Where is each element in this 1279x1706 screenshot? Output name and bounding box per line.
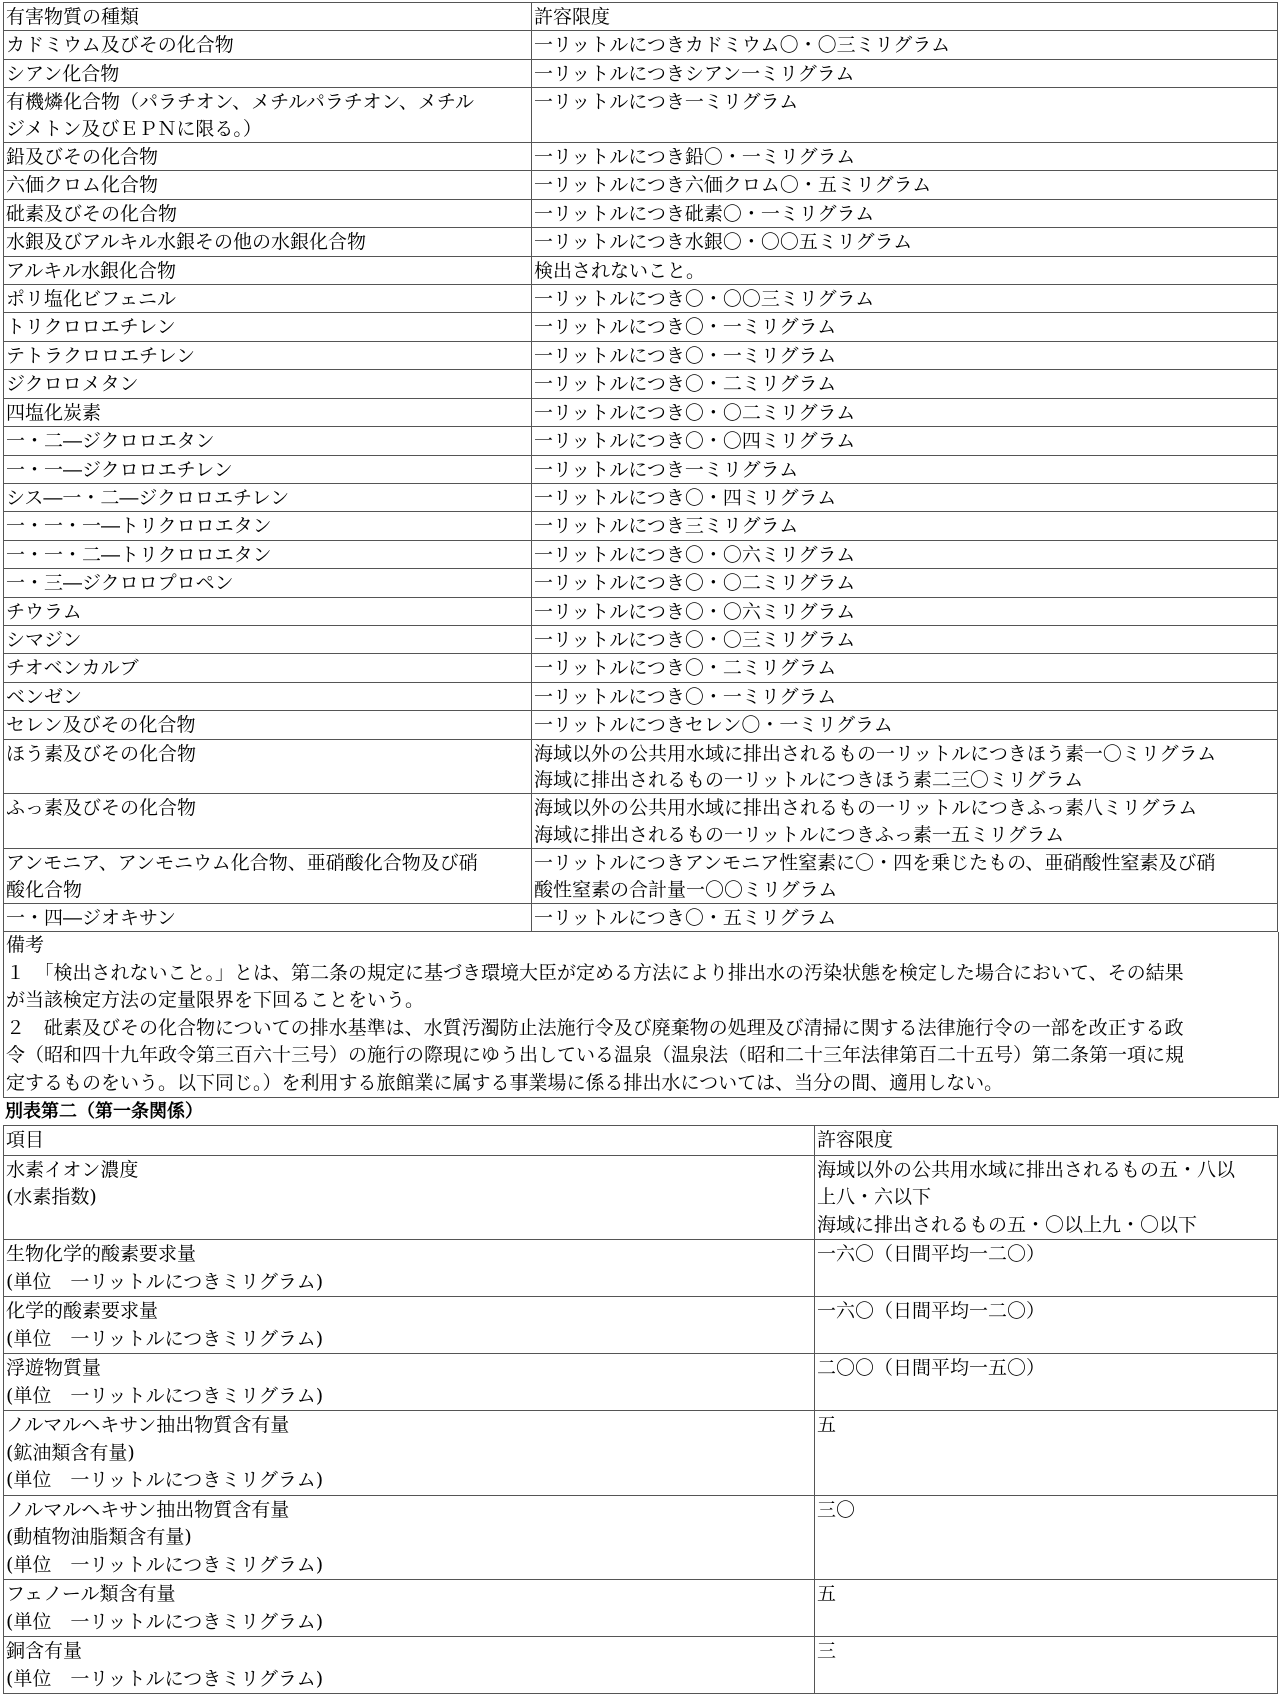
cell-line: ほう素及びその化合物	[6, 742, 197, 765]
cell-line: 一リットルにつき〇・二ミリグラム	[534, 657, 837, 680]
cell-line: 一リットルにつき〇・二ミリグラム	[534, 373, 837, 396]
header-item: 項目	[4, 1126, 815, 1156]
cell-line: 一リットルにつきシアン一ミリグラム	[534, 62, 855, 85]
table-header-row	[4, 1126, 1278, 1156]
remarks-section	[3, 932, 1279, 1098]
remarks-line: １ 「検出されないこと。」とは、第二条の規定に基づき環境大臣が定める方法により排出水の汚染状態を検定した場合において、その結果	[6, 961, 1184, 984]
limit-cell	[532, 370, 1278, 398]
limit-cell	[532, 171, 1278, 199]
limit-cell	[532, 540, 1278, 568]
table-row	[4, 171, 1278, 199]
limit-cell	[532, 512, 1278, 540]
item-cell	[4, 1354, 815, 1411]
cell-line: 海域に排出されるもの一リットルにつきふっ素一五ミリグラム	[534, 823, 1065, 846]
substance-cell	[4, 88, 532, 143]
limit-cell	[815, 1580, 1278, 1637]
table-row	[4, 739, 1278, 794]
item-cell	[4, 1240, 815, 1297]
cell-line: 一・四―ジオキサン	[6, 907, 177, 929]
substance-cell	[4, 682, 532, 710]
table-row	[4, 1297, 1278, 1354]
cell-line: 四塩化炭素	[6, 401, 102, 424]
limit-cell	[532, 143, 1278, 171]
item-cell	[4, 1637, 815, 1694]
item-cell	[4, 1580, 815, 1637]
substance-cell	[4, 427, 532, 455]
cell-line: 一リットルにつき〇・一ミリグラム	[534, 316, 837, 339]
cell-line: 水銀及びアルキル水銀その他の水銀化合物	[6, 231, 367, 254]
cell-line: 二〇〇（日間平均一五〇）	[817, 1357, 1046, 1380]
cell-line: 一リットルにつき〇・〇二ミリグラム	[534, 572, 856, 595]
item-cell	[4, 1411, 815, 1496]
cell-line: 一リットルにつき一ミリグラム	[534, 91, 799, 114]
cell-line: 砒素及びその化合物	[6, 202, 178, 225]
limit-cell	[532, 682, 1278, 710]
header-substance: 有害物質の種類	[4, 3, 532, 31]
item-cell	[4, 1155, 815, 1240]
cell-line: 浮遊物質量	[6, 1357, 102, 1380]
cell-line: ジメトン及びＥＰＮに限る。）	[6, 117, 262, 140]
limit-cell	[532, 597, 1278, 625]
cell-line: フェノール類含有量	[6, 1583, 176, 1606]
substance-cell	[4, 313, 532, 341]
substance-cell	[4, 569, 532, 597]
cell-line: 一・二―ジクロロエタン	[6, 430, 215, 453]
substance-cell	[4, 199, 532, 227]
remarks-line: 令（昭和四十九年政令第三百六十三号）の施行の際現にゆう出している温泉（温泉法（昭和二十三年法律第百二十五号）第二条第一項に規	[6, 1044, 1185, 1067]
cell-line: 一リットルにつき〇・五ミリグラム	[534, 907, 837, 929]
table-row	[4, 370, 1278, 398]
table-row	[4, 849, 1278, 904]
table-row	[4, 31, 1278, 59]
cell-line: 一リットルにつき〇・四ミリグラム	[534, 486, 837, 509]
cell-line: 銅含有量	[6, 1640, 83, 1663]
cell-line: 一・一・一―トリクロロエタン	[6, 515, 272, 538]
header-limit: 許容限度	[532, 3, 1278, 31]
substance-cell	[4, 143, 532, 171]
substance-cell	[4, 739, 532, 794]
cell-line: 一リットルにつきアンモニア性窒素に〇・四を乗じたもの、亜硝酸性窒素及び硝	[534, 852, 1216, 875]
cell-line: 一リットルにつきセレン〇・一ミリグラム	[534, 714, 893, 737]
cell-line: 化学的酸素要求量	[6, 1300, 159, 1323]
limit-cell	[532, 794, 1278, 849]
cell-line: 海域に排出されるもの一リットルにつきほう素二三〇ミリグラム	[534, 768, 1084, 791]
cell-line: 海域以外の公共用水域に排出されるもの一リットルにつきふっ素八ミリグラム	[534, 797, 1198, 820]
cell-line: 一リットルにつき水銀〇・〇〇五ミリグラム	[534, 231, 913, 254]
substance-cell	[4, 59, 532, 87]
cell-line: シス―一・二―ジクロロエチレン	[6, 486, 290, 509]
cell-line: 一・一・二―トリクロロエタン	[6, 543, 272, 566]
cell-line: 一リットルにつき〇・一ミリグラム	[534, 685, 837, 708]
table-row	[4, 88, 1278, 143]
limit-cell	[815, 1297, 1278, 1354]
table-row	[4, 1580, 1278, 1637]
cell-line: (単位 一リットルにつきミリグラム)	[6, 1384, 324, 1407]
cell-line: 海域に排出されるもの五・〇以上九・〇以下	[817, 1213, 1198, 1236]
substance-cell	[4, 849, 532, 904]
cell-line: 生物化学的酸素要求量	[6, 1243, 197, 1266]
limit-cell	[532, 59, 1278, 87]
table-row	[4, 313, 1278, 341]
cell-line: ノルマルヘキサン抽出物質含有量	[6, 1414, 290, 1437]
cell-line: トリクロロエチレン	[6, 316, 176, 339]
table-row	[4, 512, 1278, 540]
substance-cell	[4, 256, 532, 284]
cell-line: ノルマルヘキサン抽出物質含有量	[6, 1498, 290, 1521]
substance-cell	[4, 540, 532, 568]
limit-cell	[532, 625, 1278, 653]
cell-line: アルキル水銀化合物	[6, 259, 177, 282]
cell-line: 検出されないこと。	[534, 259, 706, 282]
substance-cell	[4, 904, 532, 932]
limit-cell	[815, 1637, 1278, 1694]
cell-line: (単位 一リットルにつきミリグラム)	[6, 1610, 324, 1633]
limit-cell	[532, 569, 1278, 597]
substance-cell	[4, 794, 532, 849]
cell-line: 一リットルにつき〇・〇六ミリグラム	[534, 543, 856, 566]
limit-cell	[532, 711, 1278, 739]
cell-line: 海域以外の公共用水域に排出されるもの一リットルにつきほう素一〇ミリグラム	[534, 742, 1217, 765]
table-row	[4, 59, 1278, 87]
cell-line: 酸性窒素の合計量一〇〇ミリグラム	[534, 878, 838, 901]
limit-cell	[532, 256, 1278, 284]
water-quality-items-table	[3, 1125, 1278, 1694]
appendix-2-title: 別表第二（第一条関係）	[5, 1101, 203, 1123]
limit-cell	[532, 739, 1278, 794]
substance-cell	[4, 483, 532, 511]
limit-cell	[532, 849, 1278, 904]
cell-line: 一リットルにつき〇・〇四ミリグラム	[534, 430, 856, 453]
cell-line: 一リットルにつき砒素〇・一ミリグラム	[534, 202, 875, 225]
table-row	[4, 569, 1278, 597]
cell-line: テトラクロロエチレン	[6, 344, 196, 367]
cell-line: 一リットルにつき〇・〇二ミリグラム	[534, 401, 856, 424]
limit-cell	[532, 654, 1278, 682]
cell-line: (水素指数)	[6, 1186, 97, 1209]
substance-cell	[4, 625, 532, 653]
cell-line: シアン化合物	[6, 62, 120, 85]
cell-line: (鉱油類含有量)	[6, 1441, 135, 1464]
limit-cell	[532, 31, 1278, 59]
cell-line: (動植物油脂類含有量)	[6, 1526, 192, 1549]
remarks-line: が当該検定方法の定量限界を下回ることをいう。	[6, 989, 425, 1012]
cell-line: ジクロロメタン	[6, 373, 139, 396]
substance-cell	[4, 654, 532, 682]
limit-cell	[532, 455, 1278, 483]
table-row	[4, 199, 1278, 227]
cell-line: (単位 一リットルにつきミリグラム)	[6, 1469, 324, 1492]
substance-cell	[4, 711, 532, 739]
table-header-row	[4, 3, 1278, 31]
cell-line: ポリ塩化ビフェニル	[6, 288, 177, 311]
cell-line: (単位 一リットルにつきミリグラム)	[6, 1553, 324, 1576]
hazardous-substances-table	[3, 2, 1278, 932]
cell-line: 酸化合物	[6, 878, 83, 901]
cell-line: 一リットルにつき六価クロム〇・五ミリグラム	[534, 174, 932, 197]
cell-line: カドミウム及びその化合物	[6, 34, 234, 57]
cell-line: 六価クロム化合物	[6, 174, 159, 197]
cell-line: 三〇	[817, 1498, 856, 1521]
limit-cell	[532, 199, 1278, 227]
table-row	[4, 427, 1278, 455]
cell-line: セレン及びその化合物	[6, 714, 196, 737]
cell-line: ベンゼン	[6, 685, 83, 708]
cell-line: (単位 一リットルにつきミリグラム)	[6, 1327, 324, 1350]
cell-line: 一リットルにつき〇・一ミリグラム	[534, 344, 837, 367]
substance-cell	[4, 285, 532, 313]
table-row	[4, 1495, 1278, 1580]
item-cell	[4, 1495, 815, 1580]
cell-line: 一六〇（日間平均一二〇）	[817, 1300, 1046, 1323]
cell-line: 一リットルにつき三ミリグラム	[534, 515, 799, 538]
cell-line: 一リットルにつき〇・〇三ミリグラム	[534, 628, 856, 651]
table-row	[4, 341, 1278, 369]
cell-line: 上八・六以下	[817, 1186, 932, 1209]
cell-line: 鉛及びその化合物	[6, 146, 159, 169]
table-row	[4, 143, 1278, 171]
table-row	[4, 794, 1278, 849]
cell-line: シマジン	[6, 628, 82, 651]
limit-cell	[815, 1240, 1278, 1297]
cell-line: アンモニア、アンモニウム化合物、亜硝酸化合物及び硝	[6, 852, 478, 875]
substance-cell	[4, 228, 532, 256]
cell-line: 一リットルにつき一ミリグラム	[534, 458, 799, 481]
table-row	[4, 654, 1278, 682]
limit-cell	[532, 427, 1278, 455]
remarks-line: 定するものをいう。以下同じ。）を利用する旅館業に属する事業場に係る排出水については、当分の間、適用しない。	[6, 1071, 1004, 1094]
substance-cell	[4, 512, 532, 540]
table-row	[4, 904, 1278, 932]
limit-cell	[532, 398, 1278, 426]
table-row	[4, 1411, 1278, 1496]
table-row	[4, 625, 1278, 653]
cell-line: 有機燐化合物（パラチオン、メチルパラチオン、メチル	[6, 91, 474, 114]
cell-line: 一・三―ジクロロプロペン	[6, 572, 234, 595]
cell-line: 水素イオン濃度	[6, 1158, 139, 1181]
limit-cell	[532, 341, 1278, 369]
item-cell	[4, 1297, 815, 1354]
substance-cell	[4, 398, 532, 426]
cell-line: ふっ素及びその化合物	[6, 797, 197, 820]
limit-cell	[815, 1411, 1278, 1496]
cell-line: チウラム	[6, 600, 82, 623]
table-row	[4, 483, 1278, 511]
limit-cell	[532, 904, 1278, 932]
cell-line: (単位 一リットルにつきミリグラム)	[6, 1667, 324, 1690]
cell-line: (単位 一リットルにつきミリグラム)	[6, 1270, 324, 1293]
limit-cell	[815, 1495, 1278, 1580]
substance-cell	[4, 455, 532, 483]
remarks-lines	[6, 960, 1276, 1098]
cell-line: 一リットルにつき〇・〇六ミリグラム	[534, 600, 856, 623]
table-row	[4, 540, 1278, 568]
limit-cell	[532, 285, 1278, 313]
table-row	[4, 597, 1278, 625]
limit-cell	[532, 313, 1278, 341]
cell-line: 五	[817, 1414, 837, 1437]
substance-cell	[4, 370, 532, 398]
table-row	[4, 256, 1278, 284]
substance-cell	[4, 597, 532, 625]
header-limit: 許容限度	[815, 1126, 1278, 1156]
limit-cell	[532, 228, 1278, 256]
substance-cell	[4, 341, 532, 369]
limit-cell	[532, 88, 1278, 143]
limit-cell	[815, 1354, 1278, 1411]
table-row	[4, 285, 1278, 313]
cell-line: 一・一―ジクロロエチレン	[6, 458, 233, 481]
table-row	[4, 682, 1278, 710]
cell-line: 一リットルにつき鉛〇・一ミリグラム	[534, 146, 856, 169]
table-row	[4, 228, 1278, 256]
cell-line: 海域以外の公共用水域に排出されるもの五・八以	[817, 1158, 1236, 1181]
remarks-heading: 備考	[6, 934, 45, 957]
cell-line: 一リットルにつきカドミウム〇・〇三ミリグラム	[534, 34, 951, 57]
table-row	[4, 1354, 1278, 1411]
remarks-line: ２ 砒素及びその化合物についての排水基準は、水質汚濁防止法施行令及び廃棄物の処理及び清掃に関する法律施行令の一部を改正する政	[6, 1016, 1184, 1039]
table-row	[4, 1240, 1278, 1297]
table-row	[4, 1637, 1278, 1694]
substance-cell	[4, 171, 532, 199]
limit-cell	[815, 1155, 1278, 1240]
cell-line: 一六〇（日間平均一二〇）	[817, 1243, 1046, 1266]
table-row	[4, 711, 1278, 739]
limit-cell	[532, 483, 1278, 511]
cell-line: 一リットルにつき〇・〇〇三ミリグラム	[534, 288, 875, 311]
table-row	[4, 455, 1278, 483]
cell-line: 三	[817, 1640, 837, 1663]
cell-line: 五	[817, 1583, 837, 1606]
cell-line: チオベンカルブ	[6, 657, 139, 680]
table-row	[4, 398, 1278, 426]
substance-cell	[4, 31, 532, 59]
table-row	[4, 1155, 1278, 1240]
